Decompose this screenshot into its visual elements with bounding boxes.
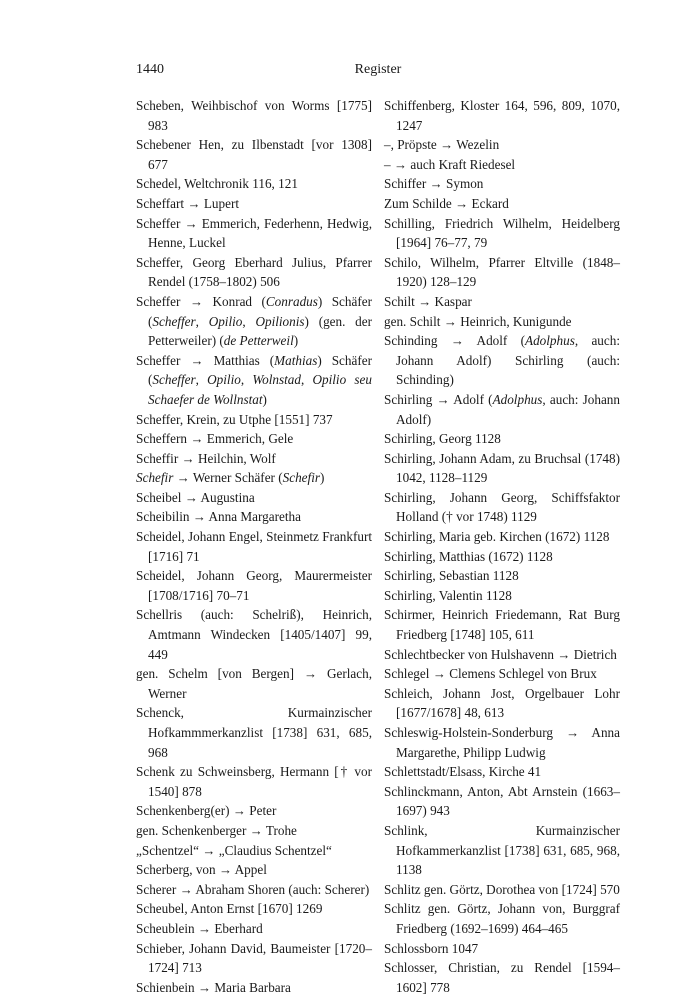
index-entry: –, Pröpste → Wezelin	[384, 137, 500, 153]
index-entry: Schlossborn 1047	[384, 940, 479, 956]
index-entry: Scheffart → Lupert	[136, 195, 240, 211]
index-entry: Scheffer → Emmerich, Federhenn, Hedwig, Henne, Luckel	[136, 215, 372, 251]
index-entry: Schlitz gen. Görtz, Dorothea von [1724] 570	[384, 881, 620, 897]
index-entry: gen. Schenkenberger → Trohe	[136, 822, 297, 838]
index-entry: „Schentzel“ → „Claudius Schentzel“	[136, 842, 332, 858]
index-entry: Schirling → Adolf (Adolphus, auch: Johann Adolf)	[384, 391, 620, 427]
index-entry: Schieber, Johann David, Baumeister [1720–1724] 713	[136, 940, 372, 976]
index-entry: Schilling, Friedrich Wilhelm, Heidelberg [1964] 76–77, 79	[384, 215, 620, 251]
index-entry: Schleich, Johann Jost, Orgelbauer Lohr [1677/1678] 48, 613	[384, 685, 620, 721]
index-entry: Schirling, Johann Georg, Schiffsfaktor Holland († vor 1748) 1129	[384, 489, 620, 525]
index-entry: Scheidel, Johann Georg, Maurermeister [1708/1716] 70–71	[136, 568, 372, 603]
running-head	[136, 60, 620, 80]
index-entry: Schellris (auch: Schelriß), Heinrich, Amtmann Windecken [1405/1407] 99, 449	[136, 607, 372, 662]
index-entry: Schlettstadt/Elsass, Kirche 41	[384, 764, 542, 780]
index-entry: gen. Schelm [von Bergen] → Gerlach, Werner	[136, 666, 372, 701]
index-entry: Scheibilin → Anna Margaretha	[136, 509, 301, 525]
index-entry: Scherberg, von → Appel	[136, 862, 267, 878]
index-entry: Scheibel → Augustina	[136, 489, 255, 505]
index-entry: Schienbein → Maria Barbara	[136, 979, 291, 995]
index-entry: Schirmer, Heinrich Friedemann, Rat Burg Friedberg [1748] 105, 611	[384, 607, 620, 643]
index-entry: Schilo, Wilhelm, Pfarrer Eltville (1848–1920) 128–129	[384, 254, 620, 290]
index-entry: Schlitz gen. Görtz, Johann von, Burggraf Friedberg (1692–1699) 464–465	[384, 901, 620, 936]
index-entry: Zum Schilde → Eckard	[384, 195, 509, 211]
index-entry: Schirling, Matthias (1672) 1128	[384, 548, 553, 564]
index-entry: Schirling, Maria geb. Kirchen (1672) 1128	[384, 529, 610, 545]
index-entry: Scheffir → Heilchin, Wolf	[136, 450, 276, 466]
index-entry: Scheffer → Konrad (Conradus) Schäfer (Scheffer, Opilio, Opilionis) (gen. der Petterweiler) (de Petterweil)	[136, 293, 373, 349]
index-entry: Schilt → Kaspar	[384, 293, 472, 309]
index-entry: Schenkenberg(er) → Peter	[136, 803, 277, 819]
index-entry: Scheffern → Emmerich, Gele	[136, 431, 294, 447]
index-entry: Schebener Hen, zu Ilbenstadt [vor 1308] 677	[136, 137, 372, 172]
index-entry: Scherer → Abraham Shoren (auch: Scherer)	[136, 881, 370, 897]
index-entry: Schirling, Georg 1128	[384, 431, 501, 447]
index-entry: Scheublein → Eberhard	[136, 920, 263, 936]
page-number: 1440	[136, 62, 164, 77]
index-column-right	[384, 96, 620, 997]
index-entry: Schinding → Adolf (Adolphus, auch: Johann Adolf) Schirling (auch: Schinding)	[384, 333, 620, 388]
index-entry: Schlinckmann, Anton, Abt Arnstein (1663–1697) 943	[384, 783, 620, 819]
index-column-left	[136, 96, 372, 997]
index-entry: Schenk zu Schweinsberg, Hermann [† vor 1540] 878	[136, 764, 372, 799]
index-entry: gen. Schilt → Heinrich, Kunigunde	[384, 313, 572, 329]
index-entry: Schirling, Valentin 1128	[384, 587, 512, 603]
index-entry: Scheben, Weihbischof von Worms [1775] 983	[136, 98, 372, 133]
index-entry: Scheffer, Georg Eberhard Julius, Pfarrer Rendel (1758–1802) 506	[136, 254, 372, 290]
index-entry: Schleswig-Holstein-Sonderburg → Anna Margarethe, Philipp Ludwig	[384, 725, 620, 760]
index-entry: Scheidel, Johann Engel, Steinmetz Frankfurt [1716] 71	[136, 529, 372, 564]
index-entry: Schlegel → Clemens Schlegel von Brux	[384, 666, 597, 682]
index-entry: Scheffer, Krein, zu Utphe [1551] 737	[136, 411, 333, 427]
index-entry: Schefir → Werner Schäfer (Schefir)	[136, 470, 325, 486]
index-entry: – → auch Kraft Riedesel	[384, 156, 516, 172]
section-title: Register	[354, 62, 402, 77]
index-entry: Schenck, Kurmainzischer Hofkammmerkanzlist [1738] 631, 685, 968	[136, 705, 372, 760]
index-entry: Schlink, Kurmainzischer Hofkammerkanzlist [1738] 631, 685, 968, 1138	[384, 822, 620, 878]
index-entry: Schiffenberg, Kloster 164, 596, 809, 1070, 1247	[384, 98, 620, 133]
index-entry: Schirling, Johann Adam, zu Bruchsal (1748) 1042, 1128–1129	[384, 450, 620, 486]
index-entry: Scheubel, Anton Ernst [1670] 1269	[136, 901, 323, 917]
index-entry: Schiffer → Symon	[384, 176, 484, 192]
index-entry: Scheffer → Matthias (Mathias) Schäfer (Scheffer, Opilio, Wolnstad, Opilio seu Schaefer de Wollnstat)	[136, 352, 372, 407]
index-entry: Schlosser, Christian, zu Rendel [1594–1602] 778	[384, 960, 620, 995]
index-entry: Schlechtbecker von Hulshavenn → Dietrich	[384, 646, 617, 662]
index-entry: Schirling, Sebastian 1128	[384, 568, 519, 584]
index-entry: Schedel, Weltchronik 116, 121	[136, 176, 298, 192]
